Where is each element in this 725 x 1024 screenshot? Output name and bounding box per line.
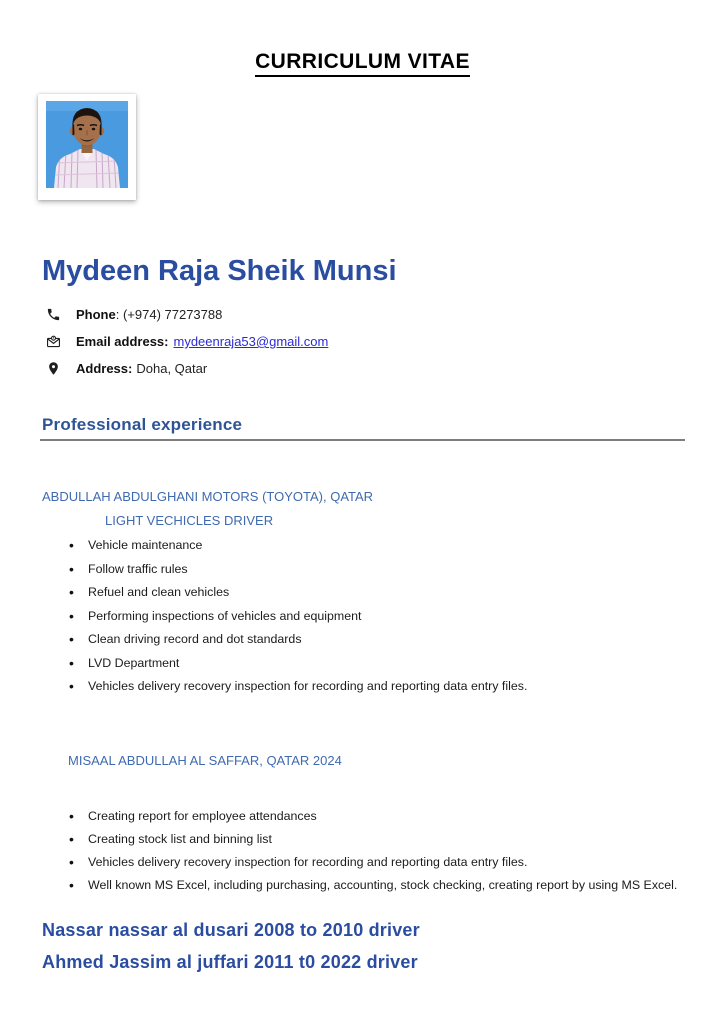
bullet-item: • Follow traffic rules (68, 562, 725, 576)
job2-bullet-list (68, 809, 725, 892)
job1-role: LIGHT VECHICLES DRIVER (105, 513, 274, 528)
contact-list (46, 301, 725, 382)
bullet-item: • Performing inspections of vehicles and equipment (68, 609, 725, 623)
title-container (0, 0, 725, 77)
bullet-item: • Vehicles delivery recovery inspection for recording and reporting data entry files. (68, 855, 725, 869)
email-label: Email address: (76, 334, 169, 349)
contact-row-phone (46, 301, 725, 328)
job2-company: MISAAL ABDULLAH AL SAFFAR, QATAR 2024 (68, 753, 342, 768)
section-divider (40, 439, 685, 441)
bullet-item: • Creating stock list and binning list (68, 832, 725, 846)
envelope-icon (46, 334, 61, 349)
phone-value: : (+974) 77273788 (115, 307, 223, 322)
job1-bullet-list (68, 538, 725, 693)
bullet-item: • Well known MS Excel, including purchasing, accounting, stock checking, creating report by using MS Excel. (68, 878, 725, 892)
bullet-item: • Creating report for employee attendances (68, 809, 725, 823)
bullet-item: • LVD Department (68, 656, 725, 670)
bullet-item: • Vehicle maintenance (68, 538, 725, 552)
phone-handset-icon (46, 307, 61, 322)
phone-label: Phone (76, 307, 116, 322)
email-link[interactable]: mydeenraja53@gmail.com (173, 334, 329, 349)
address-value: Doha, Qatar (136, 361, 208, 376)
section-heading-professional-experience: Professional experience (42, 415, 243, 434)
portrait-photo (46, 101, 128, 188)
address-label: Address: (76, 361, 133, 376)
location-pin-icon (46, 361, 61, 376)
name-heading: Mydeen Raja Sheik Munsi (42, 255, 397, 287)
cv-title: CURRICULUM VITAE (255, 50, 470, 77)
photo-frame (38, 94, 136, 200)
other-experience-line-2: Ahmed Jassim al juffari 2011 t0 2022 driver (42, 952, 418, 972)
contact-row-email (46, 328, 725, 355)
job1-company: ABDULLAH ABDULGHANI MOTORS (TOYOTA), QATAR (42, 489, 374, 504)
bullet-item: • Vehicles delivery recovery inspection for recording and reporting data entry files. (68, 679, 725, 693)
other-experience (42, 918, 725, 975)
contact-row-address (46, 355, 725, 382)
bullet-item: • Refuel and clean vehicles (68, 585, 725, 599)
bullet-item: • Clean driving record and dot standards (68, 632, 725, 646)
other-experience-line-1: Nassar nassar al dusari 2008 to 2010 driver (42, 920, 420, 940)
